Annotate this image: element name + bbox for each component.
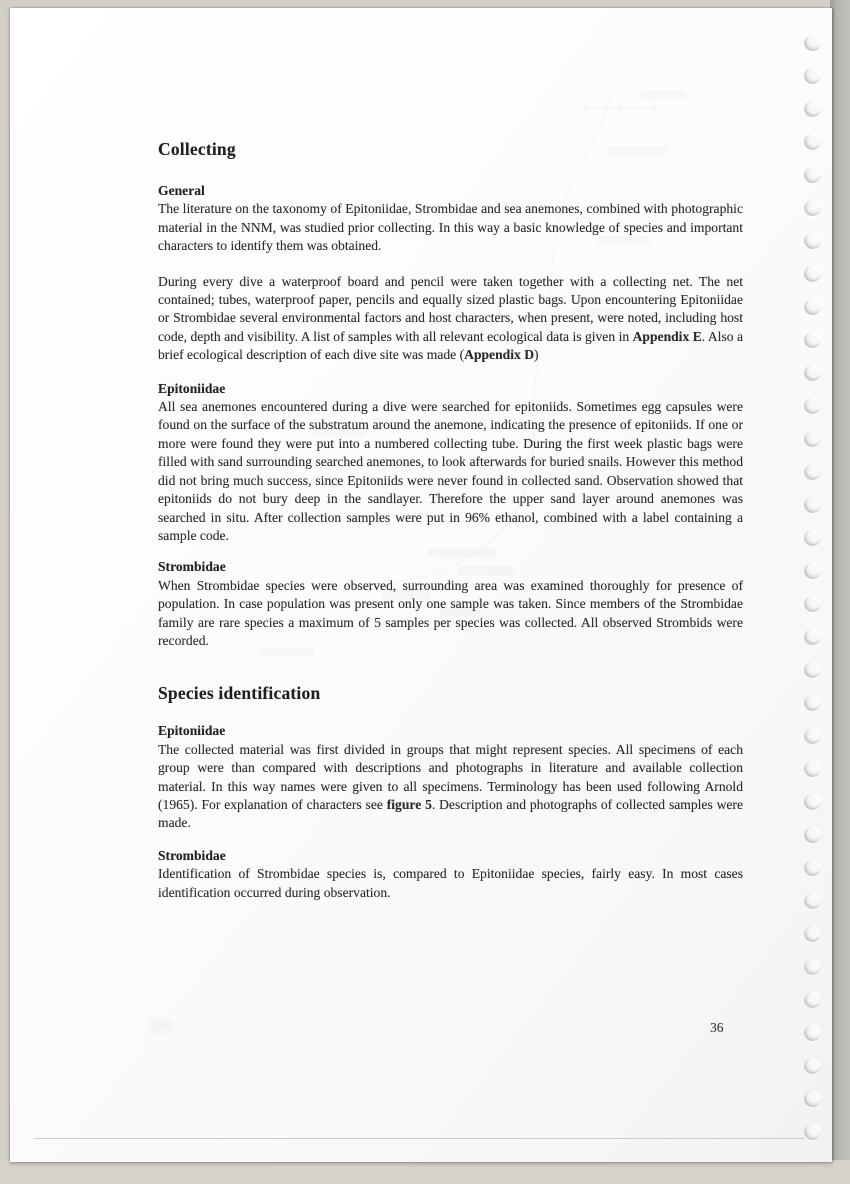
text-run-appendix-e: Appendix E (632, 328, 702, 344)
binder-hole (804, 827, 821, 843)
paragraph-epitoniidae-collecting: All sea anemones encountered during a dive were searched for epitoniids. Sometimes egg capsules were found on the surface of the substratum around the anemone, indicating the presence of epitoniids. If one or more were found they were put into a numbered collecting tube. During the first week plastic bags were filled with sand surrounding searched anemones, to look afterwards for buried snails. However this method did not bring much success, since Epitoniids were never found in collected sand. Observation showed that epitoniids do not bury deep in the sandlayer. Therefore the upper sand layer around anemones was searched in situ. After collection samples were put in 96% ethanol, combined with a label containing a sample code. (158, 399, 743, 543)
binder-hole (804, 365, 821, 381)
text-run: . Also a brief ecological description of each dive site was made ( (158, 328, 743, 363)
paragraph-strombidae-collecting: When Strombidae species were observed, surrounding area was examined thoroughly for presence of population. In case population was present only one sample was taken. Since members of the Strombidae family are rare species a maximum of 5 samples per species was collected. All observed Strombids were recorded. (158, 577, 743, 648)
binder-hole (804, 926, 821, 942)
binder-hole (804, 266, 821, 282)
binder-hole (804, 1025, 821, 1041)
paragraph-general: The literature on the taxonomy of Epitoniidae, Strombidae and sea anemones, combined with photographic material in the NNM, was studied prior collecting. In this way a basic knowledge of species and important characters to identify them was obtained. (158, 201, 743, 254)
page-number: 36 (710, 1020, 724, 1035)
binder-hole (804, 563, 821, 579)
heading-epitoniidae-collecting: Epitoniidae (158, 380, 226, 396)
binder-holes (792, 8, 832, 1162)
binder-hole (804, 959, 821, 975)
binder-hole (804, 332, 821, 348)
heading-strombidae-collecting: Strombidae (158, 559, 226, 575)
paragraph-collecting-procedure (158, 273, 743, 365)
binder-hole (804, 728, 821, 744)
text-run: . Description and photographs of collected samples were made. (158, 796, 743, 831)
page-body (158, 8, 743, 902)
binder-hole (804, 233, 821, 249)
scanner-background-bottom (0, 1160, 850, 1184)
binder-hole (804, 860, 821, 876)
binder-hole (804, 167, 821, 183)
binder-hole (804, 68, 821, 84)
binder-hole (804, 530, 821, 546)
binder-hole (804, 662, 821, 678)
binder-hole (804, 134, 821, 150)
section-title-species-identification: Species identification (158, 683, 321, 704)
text-run-appendix-d: Appendix D (464, 347, 535, 363)
text-run: The collected material was first divided in groups that might represent species. All specimens of each group were than compared with descriptions and photographs in literature and available collection material. In this way names were given to all specimens. Terminology has been used following Arnold (1965). For explanation of characters see (158, 741, 743, 812)
heading-general: General (158, 183, 205, 198)
binder-hole (804, 101, 821, 117)
scanner-background-strip (830, 0, 850, 1184)
heading-epitoniidae-identification: Epitoniidae (158, 723, 226, 739)
crease-line (34, 1138, 804, 1139)
binder-hole (804, 398, 821, 414)
binder-hole (804, 1091, 821, 1107)
text-run: ) (534, 347, 539, 363)
section-title-collecting: Collecting (158, 139, 236, 159)
binder-hole (804, 497, 821, 513)
binder-hole (804, 629, 821, 645)
binder-hole (804, 761, 821, 777)
paragraph-strombidae-identification: Identification of Strombidae species is, compared to Epitoniidae species, fairly easy. In most cases identification occurred during observation. (158, 866, 743, 900)
binder-hole (804, 596, 821, 612)
binder-hole (804, 695, 821, 711)
text-run-figure-5: figure 5 (386, 796, 432, 812)
binder-hole (804, 35, 821, 51)
binder-hole (804, 992, 821, 1008)
binder-hole (804, 464, 821, 480)
text-run: During every dive a waterproof board and pencil were taken together with a collecting net. The net contained; tubes, waterproof paper, pencils and equally sized plastic bags. Upon encountering Epitoniidae or Strombidae several environmental factors and host characters, when present, were noted, including host code, depth and visibility. A list of samples with all relevant ecological data is given in (158, 273, 743, 344)
binder-hole (804, 794, 821, 810)
paragraph-epitoniidae-identification (158, 741, 743, 833)
heading-strombidae-identification: Strombidae (158, 847, 226, 863)
binder-hole (804, 431, 821, 447)
binder-hole (804, 1058, 821, 1074)
binder-hole (804, 1124, 821, 1140)
page-number-showthrough (150, 1020, 172, 1033)
binder-hole (804, 299, 821, 315)
binder-hole (804, 893, 821, 909)
document-page (10, 8, 832, 1162)
binder-hole (804, 200, 821, 216)
